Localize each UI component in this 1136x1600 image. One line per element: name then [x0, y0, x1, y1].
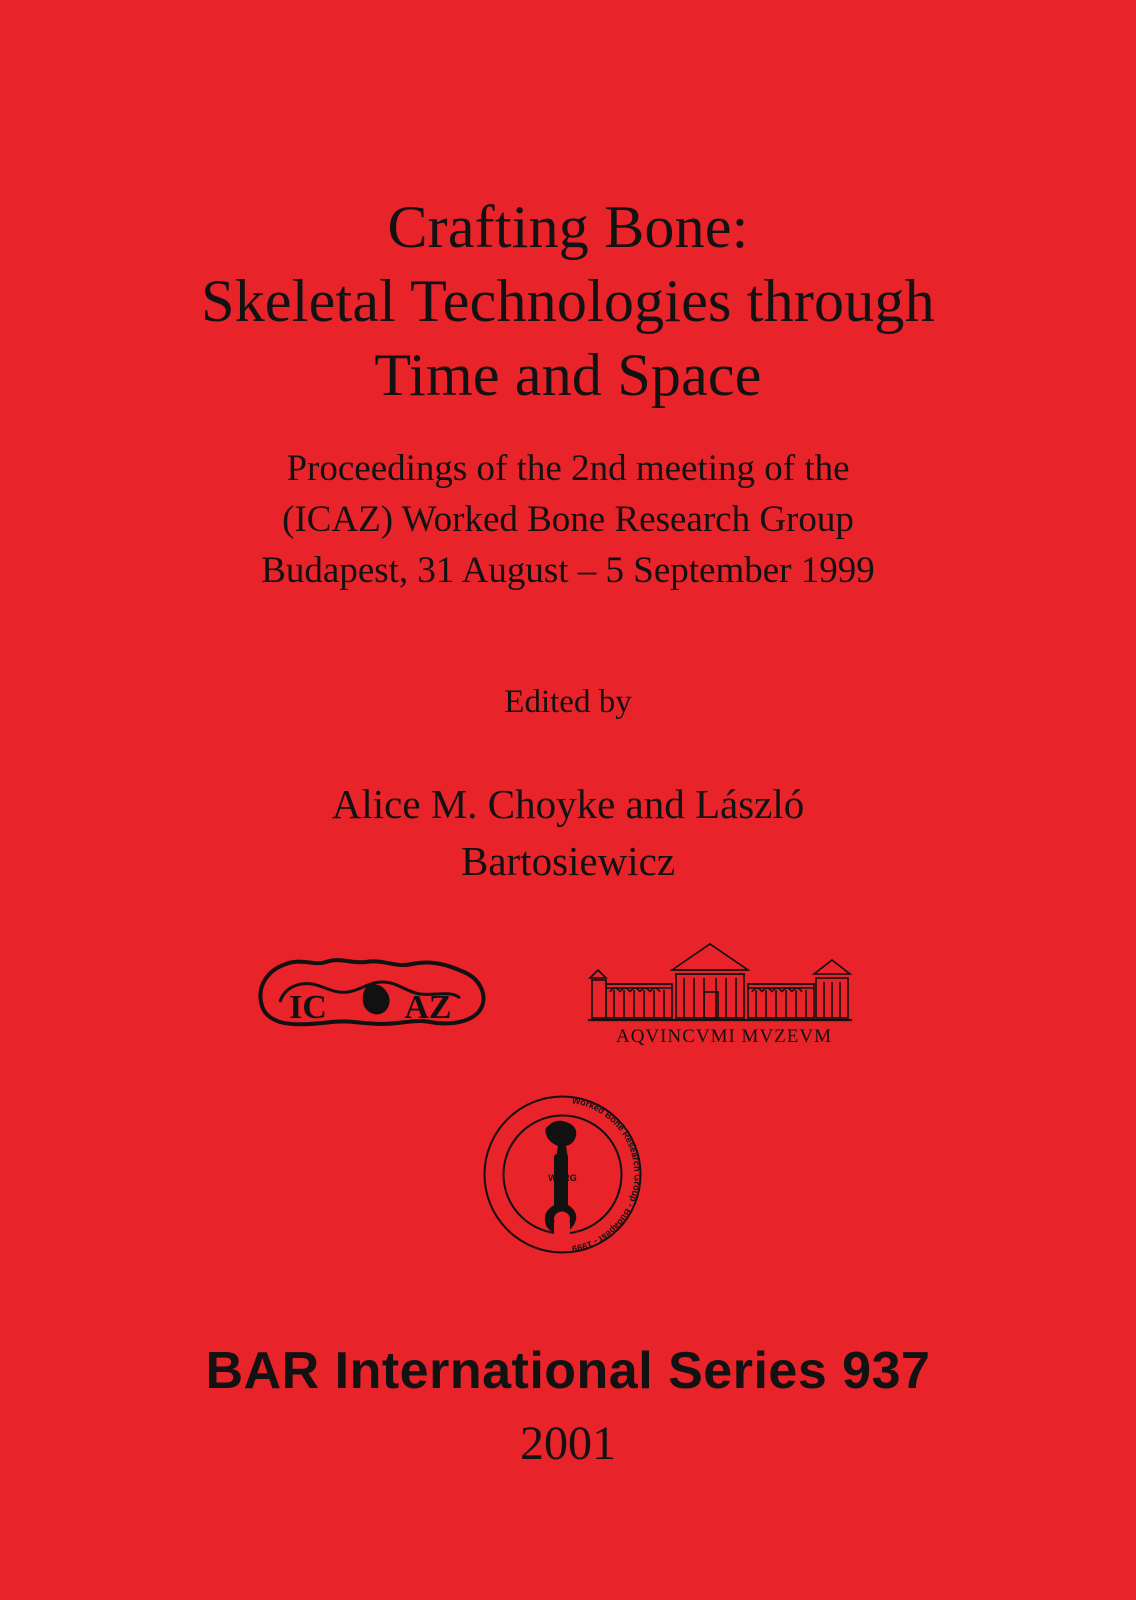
publication-year: 2001	[520, 1417, 616, 1470]
wbrg-ring-text: Worked Bone Research Group - Budapest - 1999	[571, 1095, 643, 1254]
subtitle-line-2: (ICAZ) Worked Bone Research Group	[282, 499, 854, 540]
aquincum-caption: AQVINCVMI MVZEVM	[615, 1026, 833, 1047]
page-title	[0, 190, 1136, 412]
subtitle	[0, 443, 1136, 596]
icaz-text-left: IC	[289, 989, 327, 1026]
icaz-logo	[250, 942, 495, 1047]
icaz-text-right: AZ	[404, 989, 452, 1026]
title-line-1: Crafting Bone:	[387, 194, 749, 260]
title-line-3: Time and Space	[374, 342, 762, 408]
editor-line-1: Alice M. Choyke and László	[331, 781, 805, 827]
wbrg-center-text: WBRG	[548, 1173, 577, 1183]
series-block	[0, 1338, 1136, 1476]
aquincum-museum-logo	[580, 930, 870, 1050]
editor-line-2: Bartosiewicz	[460, 838, 676, 884]
wbrg-seal-logo	[470, 1082, 655, 1267]
logo-row	[0, 930, 1136, 1060]
subtitle-line-3: Budapest, 31 August – 5 September 1999	[261, 550, 875, 591]
edited-by-label: Edited by	[504, 684, 632, 720]
title-line-2: Skeletal Technologies through	[201, 268, 935, 334]
subtitle-line-1: Proceedings of the 2nd meeting of the	[286, 448, 850, 489]
series-title: BAR International Series 937	[205, 1342, 931, 1400]
editors	[0, 776, 1136, 890]
